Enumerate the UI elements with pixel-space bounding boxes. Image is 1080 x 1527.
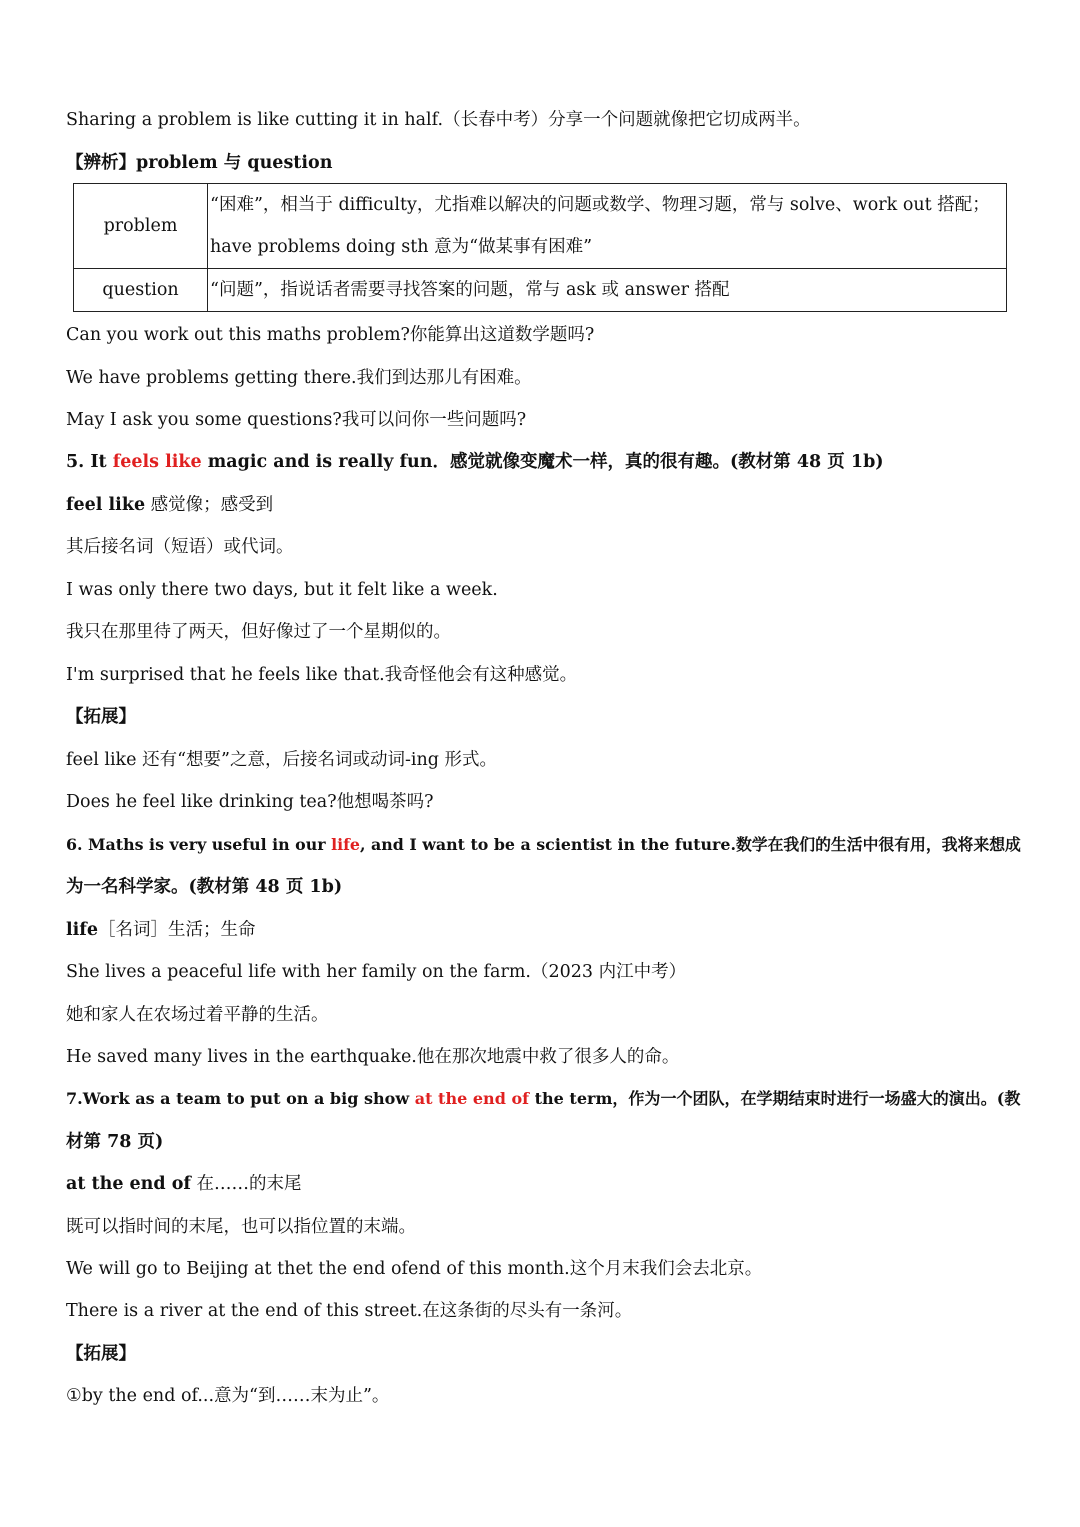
term-definition <box>66 493 273 517</box>
table-cell-definition <box>208 269 1007 312</box>
example-sentence: We will go to Beijing at thet the end ofend of this month.这个月末我们会去北京。 <box>66 1259 763 1279</box>
heading-text: 7.Work as a team to put on a big show <box>66 1089 415 1108</box>
definition-line: “困难”，相当于 difficulty，尤指难以解决的问题或数学、物理习题，常与 solve、work out 搭配； <box>210 195 990 215</box>
example-sentence: I'm surprised that he feels like that.我奇怪他会有这种感觉。 <box>66 665 578 685</box>
usage-note: 既可以指时间的末尾，也可以指位置的末端。 <box>66 1217 416 1237</box>
usage-note: feel like 还有“想要”之意，后接名词或动词-ing 形式。 <box>66 750 498 770</box>
table-cell-definition <box>208 184 1007 269</box>
definition-line: have problems doing sth 意为“做某事有困难” <box>210 237 593 257</box>
heading-text: 为一名科学家。(教材第 48 页 1b) <box>66 877 343 897</box>
example-sentence: He saved many lives in the earthquake.他在那次地震中救了很多人的命。 <box>66 1047 680 1067</box>
key-phrase: feels like <box>112 452 202 472</box>
extension-heading: 【拓展】 <box>66 1344 136 1364</box>
table-cell-word: problem <box>74 184 208 269</box>
example-sentence: Does he feel like drinking tea?他想喝茶吗? <box>66 792 434 812</box>
table-row <box>74 184 1007 269</box>
key-phrase: at the end of <box>414 1089 530 1108</box>
heading-text: , and I want to be a scientist in the future.数学在我们的生活中很有用，我将来想成 <box>359 835 1021 854</box>
usage-note: 其后接名词（短语）或代词。 <box>66 537 294 557</box>
example-sentence: There is a river at the end of this street.在这条街的尽头有一条河。 <box>66 1301 633 1321</box>
extension-heading: 【拓展】 <box>66 707 136 727</box>
example-sentence: She lives a peaceful life with her family on the farm.（2023 内江中考） <box>66 962 687 982</box>
table-row <box>74 269 1007 312</box>
example-sentence: I was only there two days, but it felt like a week. <box>66 580 498 600</box>
definition: 感觉像；感受到 <box>145 495 274 515</box>
translation: 她和家人在农场过着平静的生活。 <box>66 1005 329 1025</box>
example-sentence: We have problems getting there.我们到达那儿有困难。 <box>66 368 532 388</box>
term: at the end of <box>66 1174 191 1194</box>
heading-text: 材第 78 页) <box>66 1132 164 1152</box>
key-phrase: life <box>331 835 360 854</box>
example-sentence: Can you work out this maths problem?你能算出这道数学题吗? <box>66 325 595 345</box>
example-sentence: Sharing a problem is like cutting it in half.（长春中考）分享一个问题就像把它切成两半。 <box>66 110 811 130</box>
point-heading-6 <box>66 833 1021 857</box>
example-sentence: May I ask you some questions?我可以问你一些问题吗? <box>66 410 527 430</box>
table-cell-word: question <box>74 269 208 312</box>
heading-text: 5. It <box>66 452 113 472</box>
term: life <box>66 920 98 940</box>
term-definition <box>66 1172 302 1196</box>
heading-text: 6. Maths is very useful in our <box>66 835 332 854</box>
point-heading-7 <box>66 1087 1020 1111</box>
comparison-table <box>73 183 1007 312</box>
term-definition <box>66 918 255 942</box>
definition: 在……的末尾 <box>190 1174 302 1194</box>
term: feel like <box>66 495 146 515</box>
usage-note: ①by the end of...意为“到……末为止”。 <box>66 1386 390 1406</box>
definition: ［名词］生活；生命 <box>97 920 256 940</box>
section-heading: 【辨析】problem 与 question <box>66 153 333 173</box>
heading-text: magic and is really fun．感觉就像变魔术一样，真的很有趣。(教材第 48 页 1b) <box>201 452 884 472</box>
point-heading-5 <box>66 450 884 474</box>
translation: 我只在那里待了两天，但好像过了一个星期似的。 <box>66 622 451 642</box>
heading-text: the term，作为一个团队，在学期结束时进行一场盛大的演出。(教 <box>529 1089 1021 1108</box>
definition-line: “问题”，指说话者需要寻找答案的问题，常与 ask 或 answer 搭配 <box>210 280 730 300</box>
